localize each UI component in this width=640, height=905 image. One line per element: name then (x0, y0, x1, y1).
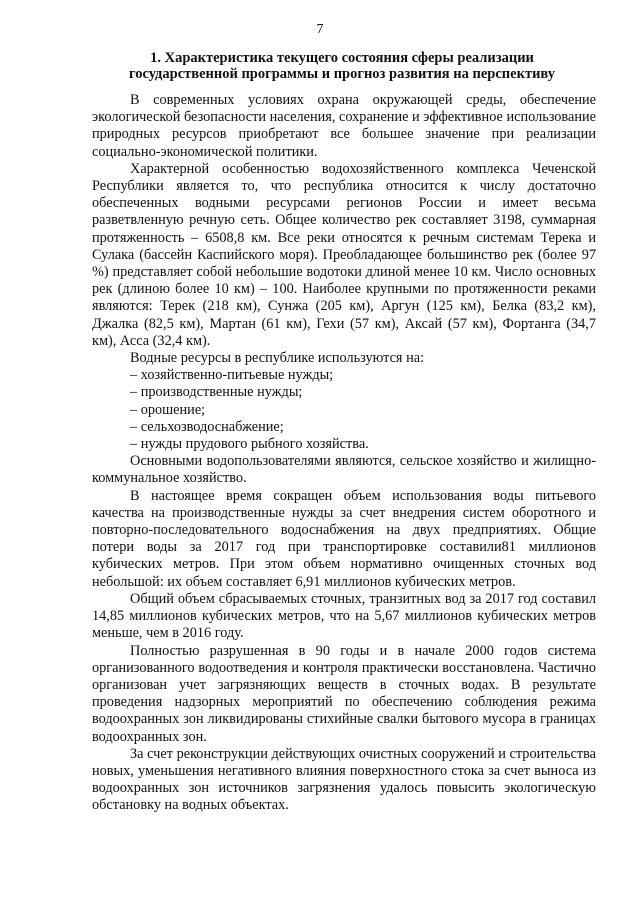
list-item: – нужды прудового рыбного хозяйства. (130, 436, 369, 453)
paragraph-intro: В современных условиях охрана окружающей среды, обеспечение экологической безопасности населения, сохранение и эффективное использование природных ресурсов приобретают все большее значение при реализации социально-экономической политики. (92, 92, 596, 160)
section-heading (108, 50, 576, 82)
paragraph-reconstruction: За счет реконструкции действующих очистных сооружений и строительства новых, уменьшения негативного влияния поверхностного стока за счет выноса из водоохранных зон источников загрязнения удалось повысить экологическую обстановку на водных объектах. (92, 745, 596, 814)
page-number: 7 (316, 22, 324, 37)
list-item: – хозяйственно-питьевые нужды; (130, 367, 334, 384)
list-item: – сельхозводоснабжение; (130, 418, 284, 435)
list-item: – производственные нужды; (130, 384, 303, 401)
paragraph-water-users: Основными водопользователями являются, сельское хозяйство и жилищно-коммунальное хозяйство. (92, 453, 596, 487)
paragraph-wastewater-volume: Общий объем сбрасываемых сточных, транзитных вод за 2017 год составил 14,85 миллионов кубических метров, что на 5,67 миллионов кубических метров меньше, чем в 2016 году. (92, 590, 596, 642)
paragraph-water-losses: В настоящее время сокращен объем использования воды питьевого качества на производственные нужды за счет внедрения систем оборотного и повторно-последовательного водоснабжения на двух предприятиях. Общие потери воды за 2017 год при транспортировке составили81 миллионов кубических метров. При этом объем нормативно очищенных сточных вод небольшой: их объем составляет 6,91 миллионов кубических метров. (92, 487, 596, 590)
paragraph-water-use-intro: Водные ресурсы в республике используются на: (130, 350, 425, 367)
paragraph-water-complex: Характерной особенностью водохозяйственного комплекса Чеченской Республики является то, что республика относится к числу достаточно обеспеченных водными ресурсами регионов России и имеет весьма разветвленную речную сеть. Общее количество рек составляет 3198, суммарная протяженность – 6508,8 км. Все реки относятся к речным системам Терека и Сулака (бассейн Каспийского моря). Преобладающее большинство рек (более 97 %) представляет собой небольшие водотоки длиной менее 10 км. Число основных рек (длиною более 10 км) – 100. Наиболее крупными по протяженности реками являются: Терек (218 км), Сунжа (205 км), Аргун (125 км), Белка (83,2 км), Джалка (82,5 км), Мартан (61 км), Гехи (57 км), Аксай (57 км), Фортанга (34,7 км), Асса (32,4 км). (92, 160, 596, 349)
section-heading-line-2: государственной программы и прогноз развития на перспективу (128, 66, 556, 82)
section-heading-line-1: 1. Характеристика текущего состояния сферы реализации (150, 50, 534, 66)
list-item: – орошение; (130, 401, 206, 418)
paragraph-drainage-system: Полностью разрушенная в 90 годы и в начале 2000 годов система организованного водоотведения и контроля практически восстановлена. Частично организован учет загрязняющих веществ в сточных водах. В результате проведения надзорных мероприятий по обеспечению соблюдения режима водоохранных зон ликвидированы стихийные свалки бытового мусора в границах водоохранных зон. (92, 642, 596, 745)
document-body (92, 92, 596, 815)
